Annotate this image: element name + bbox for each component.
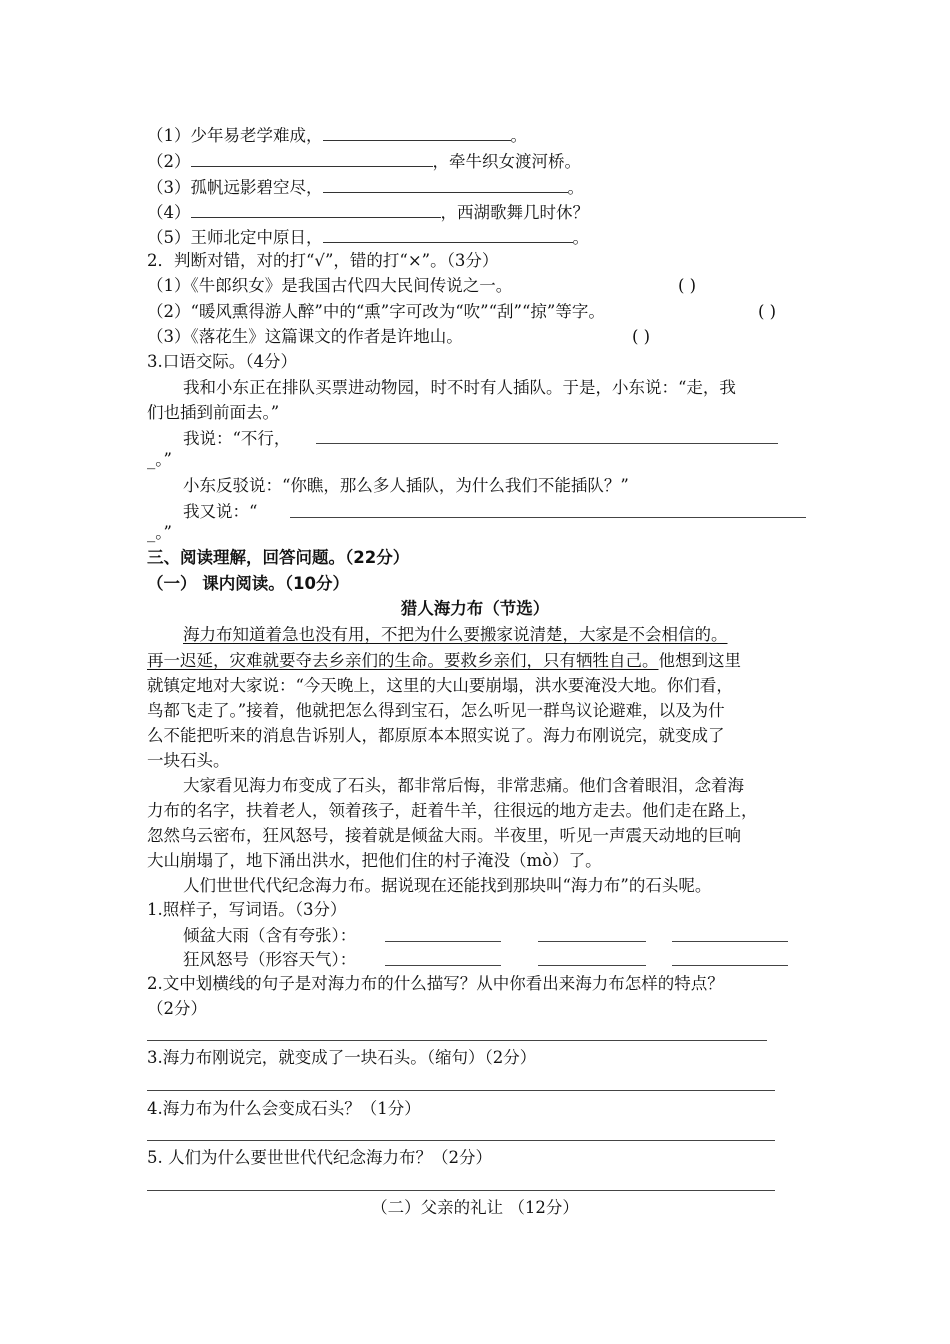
judge-item-3	[147, 325, 463, 349]
oral-i-said: 我说：“不行，	[183, 429, 291, 448]
judge-text: （2）“暖风熏得游人醉”中的“熏”字可改为“吹”“刮”“掠”等字。	[147, 302, 605, 321]
section3-sub1: （一） 课内阅读。（10分）	[147, 574, 349, 593]
answer-blank[interactable]	[323, 176, 568, 193]
answer-blank[interactable]	[385, 965, 501, 966]
answer-blank[interactable]	[323, 226, 573, 243]
oral-end-2: _。”	[147, 523, 172, 542]
item-number: （4）	[147, 203, 191, 222]
oral-para-line: 我和小东正在排队买票进动物园，时不时有人插队。于是，小东说：“走，我	[183, 378, 736, 397]
item-number: （1）	[147, 126, 191, 145]
passage-line: 鸟都飞走了。”接着，他就把怎么得到宝石，怎么听见一群鸟议论避难，以及为什	[147, 701, 725, 720]
answer-line[interactable]	[316, 443, 778, 444]
passage-line: 人们世世代代纪念海力布。据说现在还能找到那块叫“海力布”的石头呢。	[183, 876, 712, 895]
oral-para-line: 们也插到前面去。”	[147, 403, 280, 422]
poem-item-5	[147, 226, 589, 250]
passage-line: 一块石头。	[147, 751, 230, 770]
question-1b: 狂风怒号（形容天气）：	[183, 950, 357, 969]
judge-paren-2[interactable]: ( )	[758, 302, 777, 321]
poem-text: 少年易老学难成，	[190, 126, 323, 145]
poem-item-2	[147, 150, 581, 174]
answer-blank[interactable]	[191, 201, 441, 218]
answer-blank[interactable]	[323, 124, 511, 141]
question-3: 3.海力布刚说完，就变成了一块石头。（缩句）（2分）	[147, 1048, 537, 1067]
answer-line[interactable]	[147, 1140, 775, 1141]
judge-text: （3）《落花生》这篇课文的作者是许地山。	[147, 327, 463, 346]
poem-text: 。	[567, 178, 584, 197]
poem-item-4	[147, 201, 589, 225]
item-number: （2）	[147, 152, 191, 171]
section3-heading: 三、阅读理解，回答问题。（22分）	[147, 548, 410, 567]
passage-line	[147, 649, 741, 673]
answer-blank[interactable]	[385, 941, 501, 942]
poem-text: ，西湖歌舞几时休？	[440, 203, 589, 222]
judge-item-1	[147, 274, 512, 298]
answer-blank[interactable]	[538, 965, 646, 966]
passage-line: 忽然乌云密布，狂风怒号，接着就是倾盆大雨。半夜里，听见一声震天动地的巨响	[147, 826, 741, 845]
poem-item-3	[147, 176, 584, 200]
underlined-sentence: 海力布知道着急也没有用，不把为什么要搬家说清楚，大家是不会相信的。	[183, 625, 728, 644]
oral-i-said-again: 我又说：“	[183, 502, 258, 521]
section3-sub2: （二）父亲的礼让 （12分）	[371, 1198, 579, 1217]
passage-line: 力布的名字，扶着老人，领着孩子，赶着牛羊，往很远的地方走去。他们走在路上，	[147, 801, 758, 820]
question-2: 2.文中划横线的句子是对海力布的什么描写？从中你看出来海力布怎样的特点？	[147, 974, 724, 993]
judge-paren-1[interactable]: ( )	[678, 276, 697, 295]
passage-underlined-1	[183, 623, 728, 647]
passage-text: 他想到这里	[658, 651, 741, 670]
answer-line[interactable]	[290, 517, 806, 518]
answer-blank[interactable]	[672, 941, 788, 942]
oral-end-1: _。”	[147, 450, 172, 469]
underlined-sentence: 再一迟延，灾难就要夺去乡亲们的生命。要救乡亲们，只有牺牲自己。	[147, 651, 659, 670]
poem-text: 孤帆远影碧空尽，	[190, 178, 323, 197]
question-2-score: （2分）	[147, 999, 207, 1018]
judge-text: （1）《牛郎织女》是我国古代四大民间传说之一。	[147, 276, 513, 295]
passage-line: 么不能把听来的消息告诉别人，都原原本本照实说了。海力布刚说完，就变成了	[147, 726, 725, 745]
passage-title: 猎人海力布（节选）	[400, 599, 550, 618]
poem-text: 王师北定中原日，	[190, 228, 323, 247]
passage-line: 大家看见海力布变成了石头，都非常后悔，非常悲痛。他们含着眼泪，念着海	[183, 776, 744, 795]
question-4: 4.海力布为什么会变成石头？（1分）	[147, 1099, 421, 1118]
poem-text: 。	[572, 228, 589, 247]
judge-item-2	[147, 300, 605, 324]
poem-text: ，牵牛织女渡河桥。	[432, 152, 581, 171]
answer-line[interactable]	[147, 1040, 767, 1041]
item-number: （3）	[147, 178, 191, 197]
poem-text: 。	[510, 126, 527, 145]
item-number: （5）	[147, 228, 191, 247]
poem-item-1	[147, 124, 527, 148]
question-1a: 倾盆大雨（含有夸张）：	[183, 926, 357, 945]
question-5: 5. 人们为什么要世世代代纪念海力布？（2分）	[147, 1148, 492, 1167]
passage-line: 大山崩塌了，地下涌出洪水，把他们住的村子淹没（mò）了。	[147, 851, 602, 870]
oral-dong-reply: 小东反驳说：“你瞧，那么多人插队，为什么我们不能插队？”	[183, 476, 629, 495]
oral-heading: 3.口语交际。（4分）	[147, 352, 297, 371]
answer-blank[interactable]	[538, 941, 646, 942]
answer-line[interactable]	[147, 1190, 775, 1191]
answer-line[interactable]	[147, 1090, 775, 1091]
answer-blank[interactable]	[672, 965, 788, 966]
answer-blank[interactable]	[191, 150, 433, 167]
judge-heading: 2．判断对错，对的打“√”，错的打“×”。（3分）	[147, 251, 499, 270]
question-1: 1.照样子，写词语。（3分）	[147, 900, 347, 919]
passage-line: 就镇定地对大家说：“今天晚上，这里的大山要崩塌，洪水要淹没大地。你们看，	[147, 676, 733, 695]
judge-paren-3[interactable]: ( )	[632, 327, 651, 346]
